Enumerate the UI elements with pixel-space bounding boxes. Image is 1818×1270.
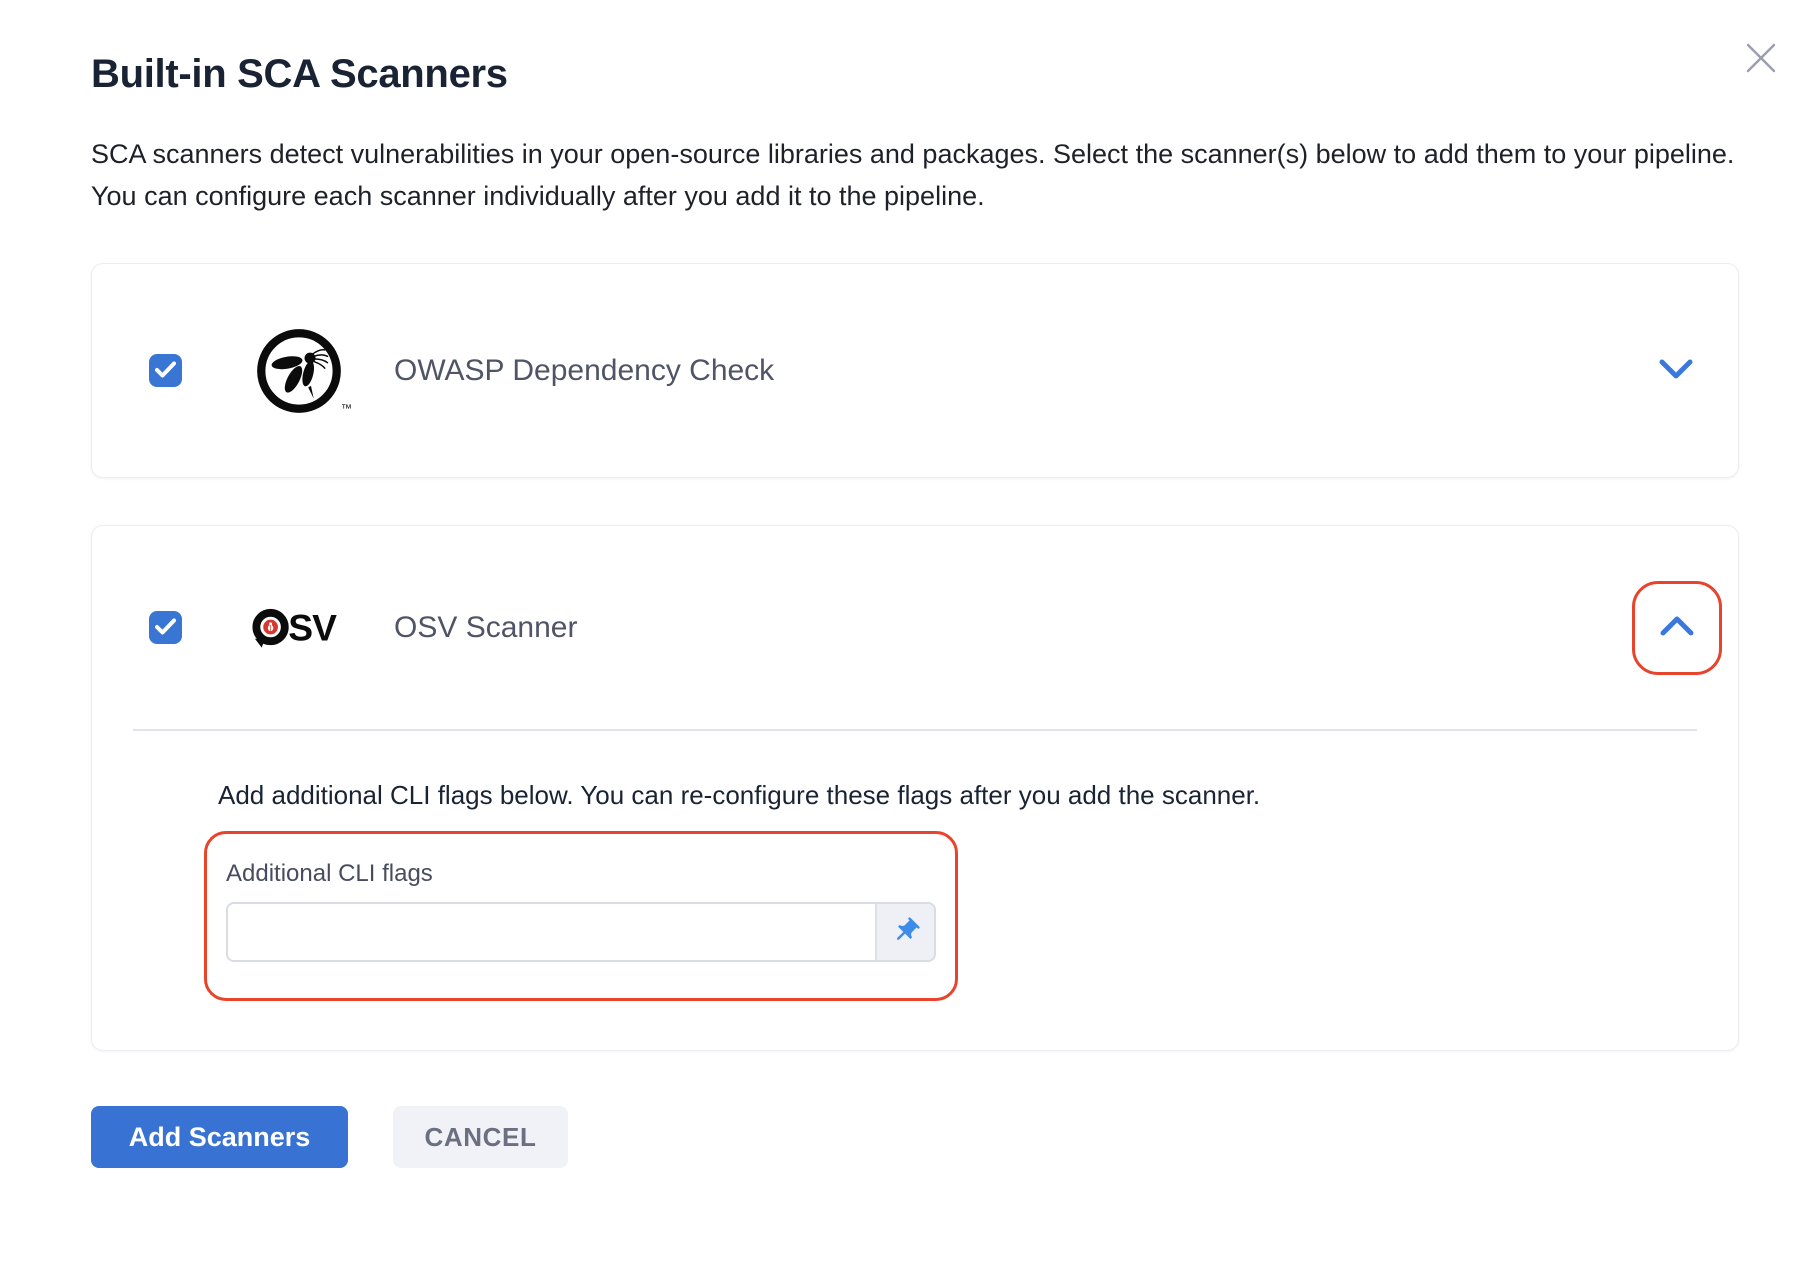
- cancel-button[interactable]: CANCEL: [393, 1106, 568, 1168]
- cli-flags-input[interactable]: [228, 904, 875, 960]
- osv-scanner-name: OSV Scanner: [394, 610, 578, 644]
- pin-button[interactable]: [875, 904, 934, 960]
- owasp-wasp-logo: [250, 325, 352, 417]
- scanner-card-osv: [91, 525, 1739, 1051]
- annotation-highlight-cli-flags: [204, 831, 958, 1001]
- modal-description: SCA scanners detect vulnerabilities in your open-source libraries and packages. Select the scanner(s) below to add them to your pipeline. You can configure each scanner individually after you add it to the pipeline.: [91, 139, 1735, 211]
- modal-title: Built-in SCA Scanners: [91, 52, 508, 96]
- scanner-row-owasp: [92, 264, 1738, 477]
- scanner-card-owasp: [91, 263, 1739, 478]
- scanner-row-osv: [92, 526, 1738, 729]
- chevron-up-icon: [1658, 614, 1696, 641]
- osv-collapse-button[interactable]: [1654, 608, 1700, 648]
- osv-logo: [250, 604, 348, 652]
- cli-flags-hint: Add additional CLI flags below. You can re-configure these flags after you add the scanner.: [218, 780, 1261, 810]
- osv-checkbox[interactable]: [149, 611, 182, 644]
- annotation-highlight-collapse: [1632, 581, 1722, 675]
- svg-text:SV: SV: [288, 606, 336, 649]
- owasp-scanner-name: OWASP Dependency Check: [394, 353, 775, 387]
- cli-flags-input-group: [226, 902, 936, 962]
- close-button[interactable]: [1740, 38, 1782, 80]
- cli-flags-label: Additional CLI flags: [226, 860, 433, 887]
- osv-expanded-section: [92, 731, 1738, 1001]
- add-scanners-button[interactable]: Add Scanners: [91, 1106, 348, 1168]
- modal-footer: [91, 1106, 1739, 1168]
- check-icon: [155, 361, 176, 381]
- owasp-trademark: ™: [341, 402, 352, 415]
- close-icon: [1742, 39, 1780, 80]
- chevron-down-icon: [1657, 357, 1695, 384]
- owasp-expand-button[interactable]: [1653, 351, 1699, 391]
- owasp-checkbox[interactable]: [149, 354, 182, 387]
- check-icon: [155, 618, 176, 638]
- pushpin-icon: [891, 916, 921, 949]
